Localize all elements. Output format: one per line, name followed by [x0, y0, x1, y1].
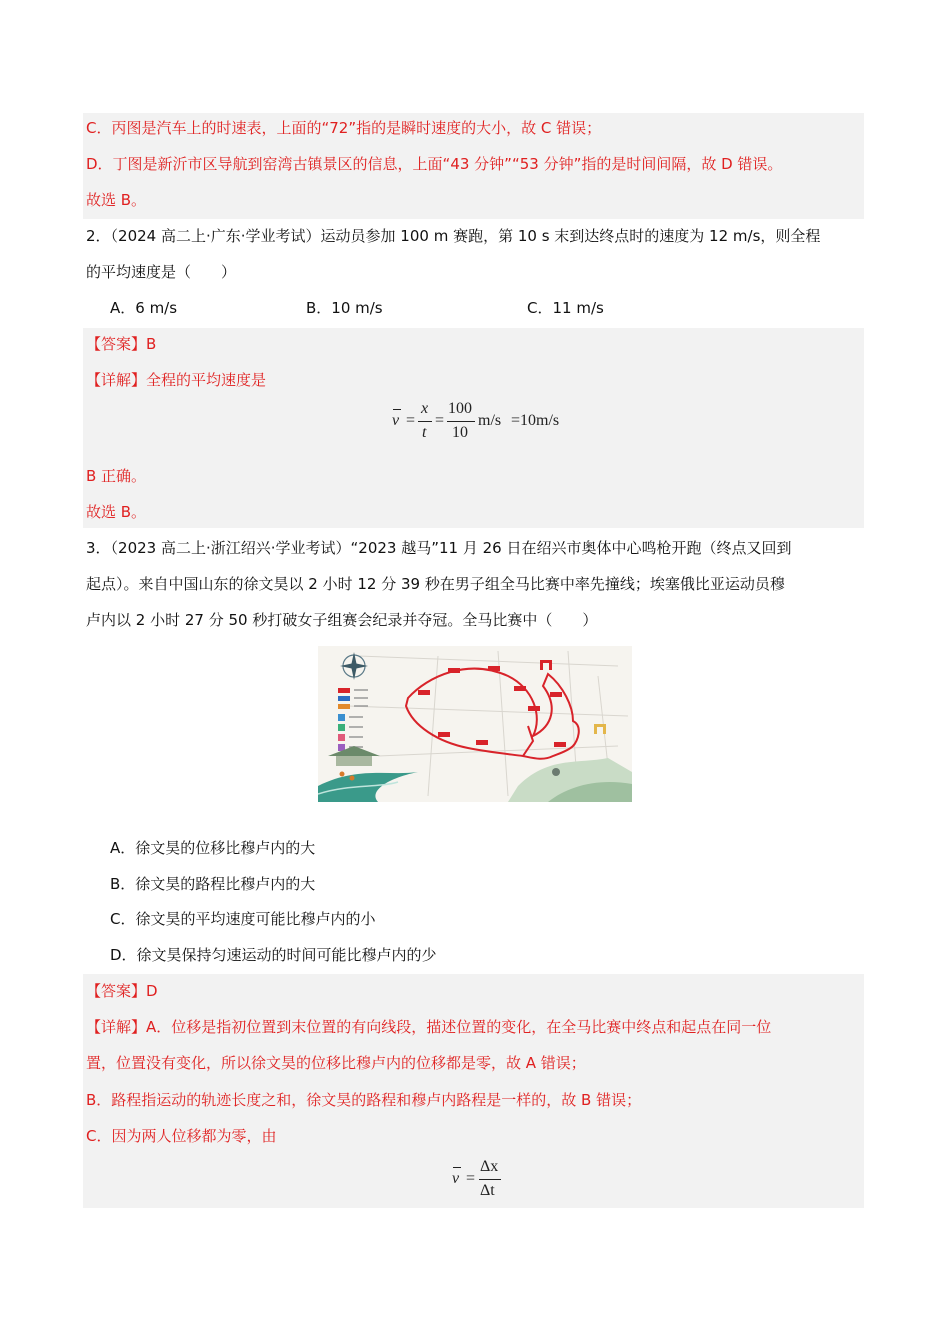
fraction-numerator-x: x — [421, 400, 429, 417]
explanation-line-c: C．丙图是汽车上的时速表，上面的“72”指的是瞬时速度的大小，故 C 错误； — [86, 119, 602, 137]
question-3-detail-line-2: 置，位置没有变化，所以徐文昊的位移比穆卢内的位移都是零，故 A 错误； — [86, 1054, 586, 1072]
equals-sign: = — [406, 412, 416, 429]
v-bar-symbol: v — [452, 1170, 459, 1188]
question-2-stem-line-1: 2．（2024 高二上·广东·学业考试）运动员参加 100 m 赛跑，第 10 s 末到达终点时的速度为 12 m/s，则全程 — [86, 227, 821, 245]
question-2-option-c: C．11 m/s — [527, 299, 604, 317]
question-3-stem-line-1: 3．（2023 高二上·浙江绍兴·学业考试）“2023 越马”11 月 26 日在绍兴市奥体中心鸣枪开跑（终点又回到 — [86, 539, 792, 557]
average-velocity-formula — [392, 400, 572, 448]
question-2-answer: 【答案】B — [86, 335, 157, 353]
question-2-after-2: 故选 B。 — [86, 503, 147, 521]
unit-label: m/s — [478, 412, 502, 429]
question-3-detail-line-3: B．路程指运动的轨迹长度之和，徐文昊的路程和穆卢内路程是一样的，故 B 错误； — [86, 1091, 642, 1109]
start-gate-icon — [594, 724, 606, 734]
explanation-line-d: D．丁图是新沂市区导航到窑湾古镇景区的信息，上面“43 分钟”“53 分钟”指的是时间间隔，故 D 错误。 — [86, 155, 783, 173]
velocity-delta-formula — [452, 1158, 512, 1206]
question-3-option-b: B．徐文昊的路程比穆卢内的大 — [110, 875, 316, 893]
fraction-denominator-10: 10 — [452, 424, 468, 441]
question-3-stem-line-2: 起点）。来自中国山东的徐文昊以 2 小时 12 分 39 秒在男子组全马比赛中率先撞线；埃塞俄比亚运动员穆 — [86, 575, 785, 593]
equals-sign: = — [435, 412, 445, 429]
question-2-stem-line-2: 的平均速度是（ ） — [86, 263, 237, 281]
question-3-detail-line-4: C．因为两人位移都为零，由 — [86, 1127, 277, 1145]
fraction-denominator-t: t — [422, 424, 427, 441]
fraction-denominator-delta-t: Δt — [480, 1182, 495, 1199]
question-3-option-a: A．徐文昊的位移比穆卢内的大 — [110, 839, 316, 857]
result-value: =10m/s — [511, 412, 560, 429]
question-2-option-a: A．6 m/s — [110, 299, 178, 317]
fraction-bar — [479, 1179, 501, 1180]
question-2-detail: 【详解】全程的平均速度是 — [86, 371, 267, 389]
question-3-detail-line-1: 【详解】A．位移是指初位置到末位置的有向线段，描述位置的变化，在全马比赛中终点和起点在同一位 — [86, 1018, 772, 1036]
conclusion-line: 故选 B。 — [86, 191, 147, 209]
v-bar-symbol: v — [392, 412, 399, 430]
question-2-option-b: B．10 m/s — [306, 299, 383, 317]
marathon-route-map — [318, 646, 632, 802]
question-3-option-d: D．徐文昊保持匀速运动的时间可能比穆卢内的少 — [110, 946, 437, 964]
question-3-stem-line-3: 卢内以 2 小时 27 分 50 秒打破女子组赛会纪录并夺冠。全马比赛中（ ） — [86, 611, 598, 629]
fraction-numerator-delta-x: Δx — [480, 1158, 499, 1175]
question-2-after-1: B 正确。 — [86, 467, 147, 485]
fraction-numerator-100: 100 — [448, 400, 472, 417]
fraction-bar — [447, 421, 475, 422]
question-3-answer: 【答案】D — [86, 982, 158, 1000]
equals-sign: = — [466, 1170, 476, 1187]
finish-gate-icon — [540, 660, 552, 670]
question-3-option-c: C．徐文昊的平均速度可能比穆卢内的小 — [110, 910, 376, 928]
fraction-bar — [418, 421, 432, 422]
